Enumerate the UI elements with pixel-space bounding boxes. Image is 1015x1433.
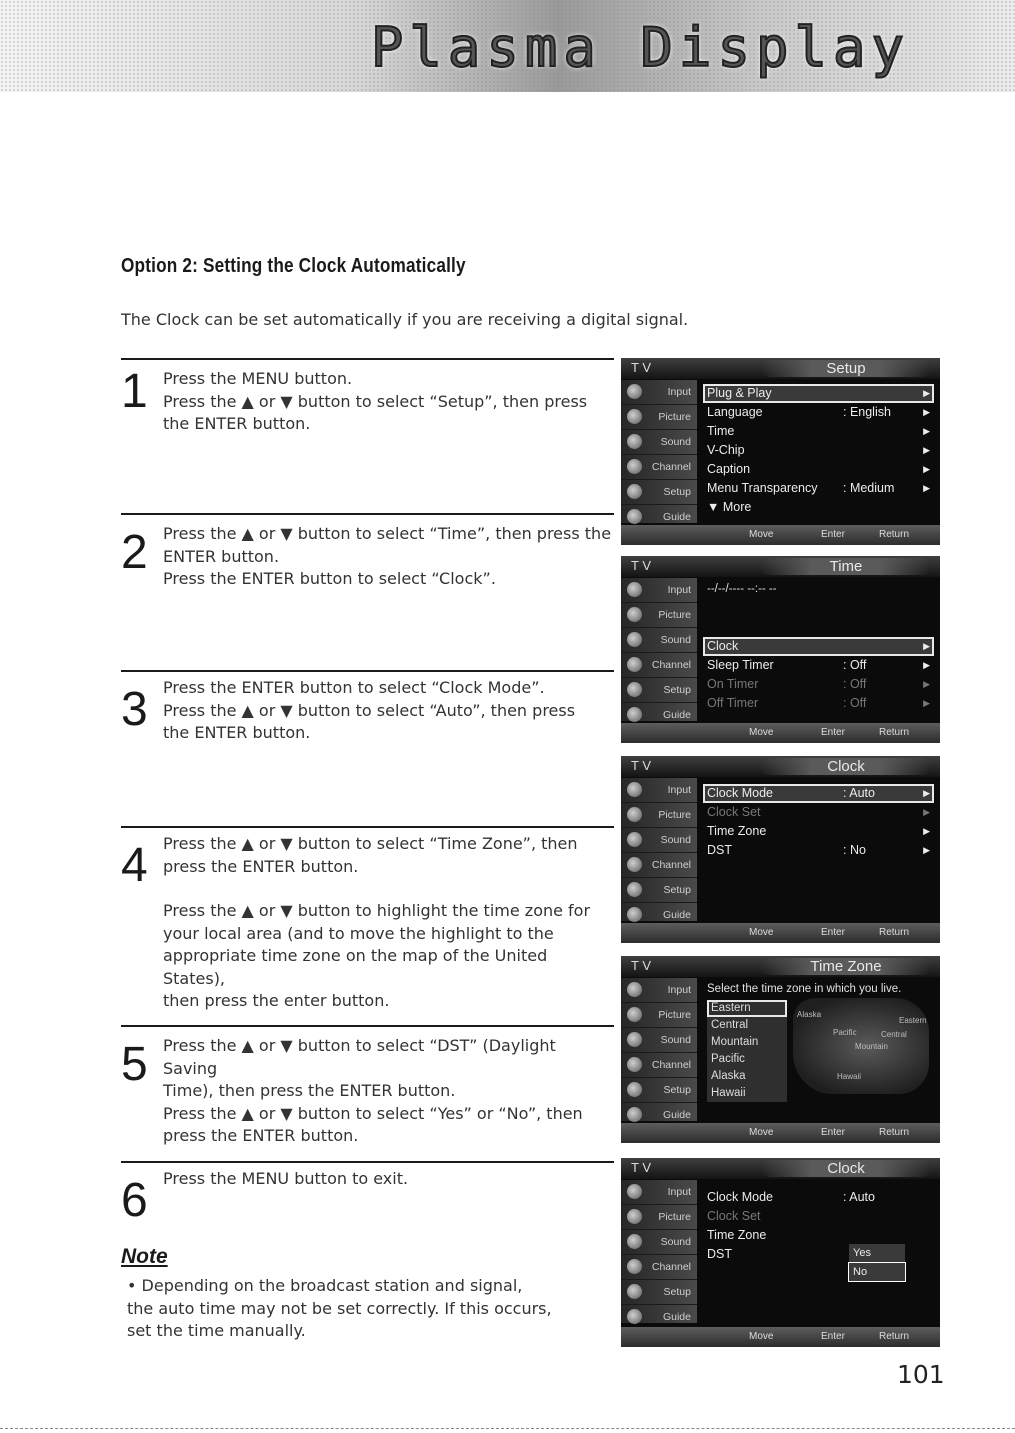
sidebar-item-sound: Sound (621, 430, 697, 455)
step-line: Press the ▲ or ▼ button to select “Auto”, then press (163, 700, 576, 720)
step-line: press the ENTER button. (163, 1126, 359, 1145)
osd-menu-title: Time (761, 558, 931, 575)
map-label: Alaska (797, 1010, 822, 1019)
menu-item: Time Zone (707, 1228, 767, 1242)
sidebar-item-channel: Channel (621, 853, 697, 878)
step-line: press the ENTER button. (163, 856, 359, 876)
menu-item: Time ▶ (707, 424, 930, 438)
sidebar-item-input: Input (621, 978, 697, 1003)
sidebar-item-input: Input (621, 1180, 697, 1205)
osd-footer (621, 1327, 940, 1347)
page-number: 101 (897, 1360, 945, 1389)
osd-topbar (621, 956, 940, 977)
step-line: appropriate time zone on the map of the United States), (163, 946, 548, 988)
enter-hint: Enter (821, 1331, 845, 1342)
osd-menu-list (703, 980, 934, 999)
map-label: Eastern (899, 1016, 927, 1025)
sidebar-item-input: Input (621, 778, 697, 803)
section-heading: Option 2: Setting the Clock Automatically (121, 255, 466, 277)
clock-readout: --/--/---- --:-- -- (707, 583, 777, 595)
osd-footer (621, 1123, 940, 1143)
step-line: ENTER button. (163, 546, 280, 566)
menu-item: V-Chip ▶ (707, 443, 930, 457)
sidebar-item-setup: Setup (621, 878, 697, 903)
osd-menu-title: Setup (761, 360, 931, 377)
sidebar-item-sound: Sound (621, 1028, 697, 1053)
sidebar-item-channel: Channel (621, 455, 697, 480)
osd-footer (621, 525, 940, 545)
return-hint: Return (879, 1127, 910, 1138)
return-hint: Return (879, 727, 910, 738)
menu-item: Clock ▶ (703, 637, 934, 656)
us-time-zone-map (793, 998, 929, 1094)
enter-hint: Enter (821, 529, 845, 540)
sidebar-item-setup: Setup (621, 678, 697, 703)
osd-topbar (621, 756, 940, 777)
menu-item: Caption ▶ (707, 462, 930, 476)
osd-tv-label: T V (631, 360, 651, 375)
osd-sidebar (621, 778, 697, 921)
sidebar-item-guide: Guide (621, 903, 697, 928)
sidebar-item-setup: Setup (621, 480, 697, 505)
osd-sidebar (621, 1180, 697, 1323)
sidebar-item-setup: Setup (621, 1280, 697, 1305)
step-line: Press the ▲ or ▼ button to select “Time”, then press the (163, 524, 612, 543)
intro-text: The Clock can be set automatically if you are receiving a digital signal. (121, 310, 689, 329)
step-line: Press the ▲ or ▼ button to highlight the time zone for (163, 901, 591, 920)
step-line: Press the ▲ or ▼ button to select “Setup”, then press (163, 391, 588, 411)
step-2 (121, 513, 614, 665)
osd-menu-list (703, 580, 934, 713)
osd-sidebar (621, 978, 697, 1121)
sidebar-item-guide: Guide (621, 1305, 697, 1330)
step-line: Press the ▲ or ▼ button to select “Yes” or “No”, then (163, 1103, 583, 1123)
step-text (163, 523, 611, 591)
time-zone-option: Mountain (707, 1034, 787, 1051)
step-line: the ENTER button. (163, 723, 311, 742)
time-zone-list (707, 1000, 787, 1102)
move-hint: Move (749, 727, 774, 738)
step-line: Press the MENU button to exit. (163, 1169, 409, 1188)
sidebar-item-picture: Picture (621, 405, 697, 430)
enter-hint: Enter (821, 1127, 845, 1138)
menu-item: On Timer : Off ▶ (707, 677, 930, 691)
return-hint: Return (879, 529, 910, 540)
osd-footer (621, 923, 940, 943)
sidebar-item-picture: Picture (621, 603, 697, 628)
osd-clock-menu (621, 756, 940, 943)
step-text (163, 1035, 614, 1148)
osd-topbar (621, 358, 940, 379)
dst-option-no: No (849, 1263, 905, 1281)
osd-footer (621, 723, 940, 743)
note-line: set the time manually. (127, 1321, 306, 1340)
sidebar-item-sound: Sound (621, 828, 697, 853)
menu-item: Clock Mode : Auto (707, 1190, 875, 1204)
step-line: Time), then press the ENTER button. (163, 1081, 456, 1100)
step-text (163, 1168, 408, 1191)
osd-tv-label: T V (631, 958, 651, 973)
enter-hint: Enter (821, 727, 845, 738)
step-3 (121, 670, 614, 822)
menu-item: ▼ More (707, 500, 752, 514)
map-label: Central (881, 1030, 907, 1039)
sidebar-item-guide: Guide (621, 505, 697, 530)
move-hint: Move (749, 529, 774, 540)
step-line: the ENTER button. (163, 414, 311, 433)
note-heading: Note (121, 1245, 168, 1268)
return-hint: Return (879, 1331, 910, 1342)
menu-item: Time Zone ▶ (707, 824, 930, 838)
menu-item: DST : No ▶ (707, 843, 930, 857)
step-number: 2 (121, 526, 148, 579)
osd-time-zone-menu (621, 956, 940, 1143)
osd-setup-menu (621, 358, 940, 545)
step-4 (121, 826, 614, 1018)
step-number: 6 (121, 1174, 148, 1227)
step-text (163, 833, 614, 1013)
time-zone-option: Eastern (707, 1000, 787, 1017)
step-line: your local area (and to move the highlight to the (163, 923, 554, 943)
osd-sidebar (621, 380, 697, 523)
osd-menu-list (703, 384, 934, 517)
menu-item: Clock Mode : Auto ▶ (703, 784, 934, 803)
sidebar-item-picture: Picture (621, 1003, 697, 1028)
osd-clock-dst-menu (621, 1158, 940, 1347)
time-zone-option: Central (707, 1017, 787, 1034)
step-number: 1 (121, 365, 148, 418)
step-6 (121, 1161, 614, 1243)
step-line: Press the ENTER button to select “Clock Mode”. (163, 678, 545, 697)
menu-item: Clock Set (707, 1209, 761, 1223)
menu-item: Sleep Timer : Off ▶ (707, 658, 930, 672)
banner-title: Plasma Display (370, 16, 910, 79)
sidebar-item-sound: Sound (621, 1230, 697, 1255)
step-line: Press the ENTER button to select “Clock”. (163, 569, 496, 588)
step-number: 5 (121, 1038, 148, 1091)
osd-menu-title: Clock (761, 1160, 931, 1177)
osd-tv-label: T V (631, 1160, 651, 1175)
time-zone-option: Hawaii (707, 1085, 787, 1102)
osd-sidebar (621, 578, 697, 721)
time-zone-prompt: Select the time zone in which you live. (707, 983, 902, 995)
sidebar-item-guide: Guide (621, 1103, 697, 1128)
sidebar-item-input: Input (621, 578, 697, 603)
sidebar-item-channel: Channel (621, 653, 697, 678)
step-text (163, 368, 587, 436)
sidebar-item-guide: Guide (621, 703, 697, 728)
sidebar-item-channel: Channel (621, 1255, 697, 1280)
step-line: Press the ▲ or ▼ button to select “Time Zone”, then (163, 834, 578, 853)
sidebar-item-sound: Sound (621, 628, 697, 653)
note-line: the auto time may not be set correctly. If this occurs, (127, 1298, 552, 1318)
step-number: 3 (121, 683, 148, 736)
sidebar-item-setup: Setup (621, 1078, 697, 1103)
step-line: Press the MENU button. (163, 369, 353, 388)
step-1 (121, 358, 614, 510)
step-5 (121, 1025, 614, 1157)
return-hint: Return (879, 927, 910, 938)
menu-item: Off Timer : Off ▶ (707, 696, 930, 710)
dst-options (849, 1244, 905, 1282)
time-zone-option: Alaska (707, 1068, 787, 1085)
step-line: Press the ▲ or ▼ button to select “DST” (Daylight Saving (163, 1036, 556, 1078)
menu-item: DST (707, 1247, 732, 1261)
menu-item: Clock Set ▶ (707, 805, 930, 819)
step-number: 4 (121, 839, 148, 892)
time-zone-option: Pacific (707, 1051, 787, 1068)
menu-item: Language : English ▶ (707, 405, 930, 419)
note-line: • Depending on the broadcast station and signal, (127, 1276, 523, 1295)
move-hint: Move (749, 1127, 774, 1138)
map-label: Pacific (833, 1028, 857, 1037)
move-hint: Move (749, 1331, 774, 1342)
osd-tv-label: T V (631, 758, 651, 773)
osd-menu-list (703, 784, 934, 860)
menu-item: Plug & Play ▶ (703, 384, 934, 403)
dst-option-yes: Yes (849, 1244, 905, 1262)
step-text (163, 677, 575, 745)
enter-hint: Enter (821, 927, 845, 938)
banner (0, 0, 1015, 92)
osd-topbar (621, 556, 940, 577)
step-line: then press the enter button. (163, 991, 390, 1010)
page-bottom-rule (0, 1428, 1015, 1429)
note-body (127, 1275, 587, 1343)
osd-time-menu (621, 556, 940, 743)
sidebar-item-channel: Channel (621, 1053, 697, 1078)
osd-menu-title: Time Zone (761, 958, 931, 975)
map-label: Mountain (855, 1042, 888, 1051)
osd-tv-label: T V (631, 558, 651, 573)
osd-menu-title: Clock (761, 758, 931, 775)
sidebar-item-input: Input (621, 380, 697, 405)
osd-topbar (621, 1158, 940, 1179)
sidebar-item-picture: Picture (621, 803, 697, 828)
map-label: Hawaii (837, 1072, 862, 1081)
menu-item: Menu Transparency : Medium ▶ (707, 481, 930, 495)
sidebar-item-picture: Picture (621, 1205, 697, 1230)
move-hint: Move (749, 927, 774, 938)
